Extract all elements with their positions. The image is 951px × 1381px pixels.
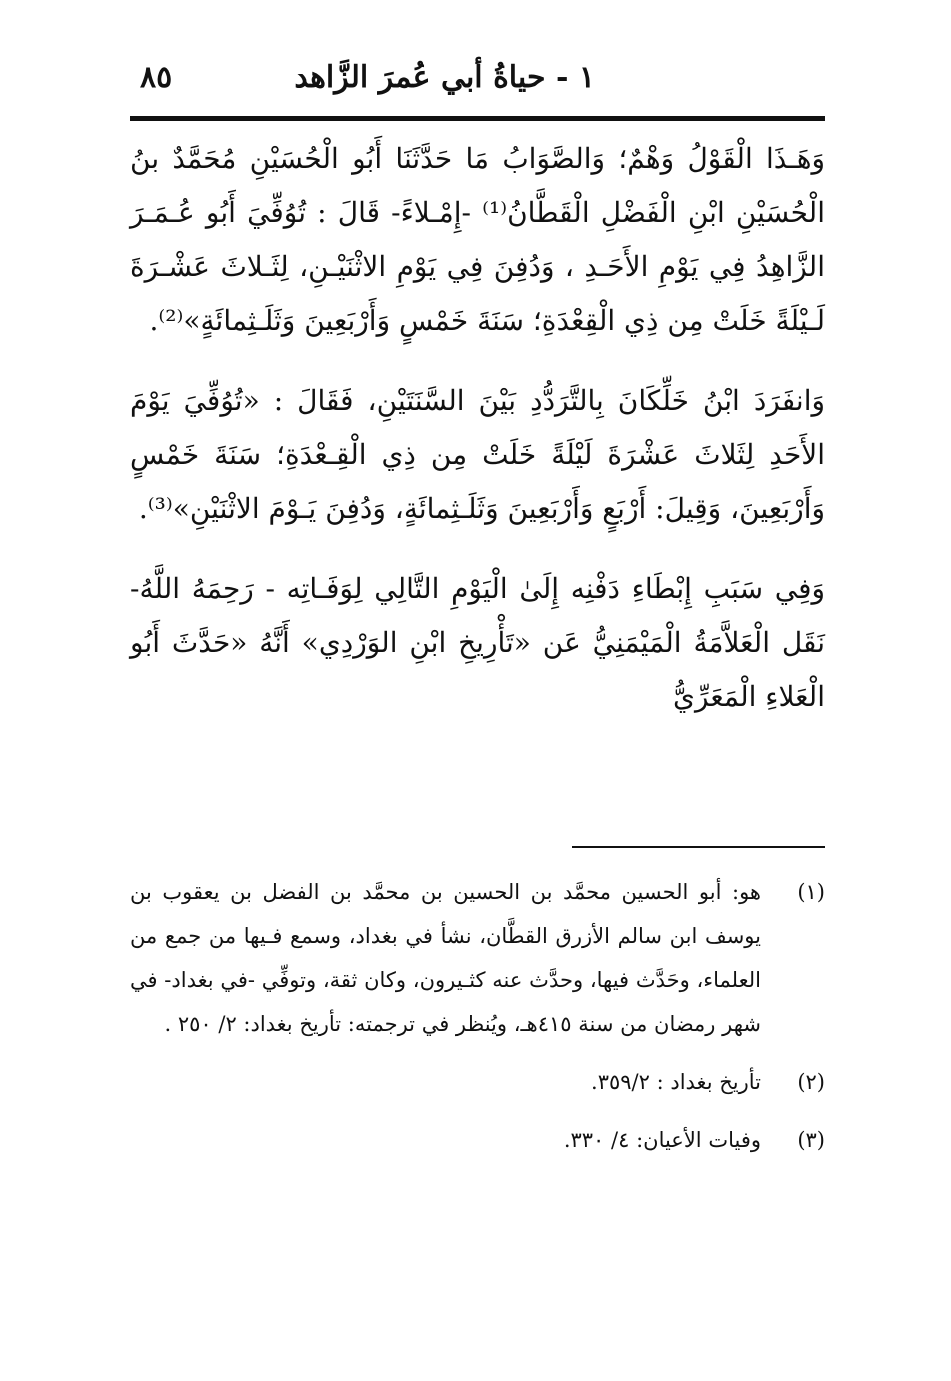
running-header — [130, 52, 825, 112]
paragraph-2: وَانفَرَدَ ابْنُ خَلِّكَانَ بِالتَّرَدُّدِ بَيْنَ السَّنَتَيْنِ، فَقَالَ : «تُوُفِّيَ يَوْمَ الأَحَدِ لِثَلاثَ عَشْرَةَ لَيْلَةً خَلَتْ مِن ذِي الْقِـعْدَةِ؛ سَنَةَ خَمْسٍ وَأَرْبَعِينَ، وَقِيلَ: أَرْبَعٍ وَأَرْبَعِينَ وَثَلَـثِمائَةٍ، وَدُفِنَ يَـوْمَ الاثْنَيْنِ»⁽³⁾. — [130, 384, 825, 525]
footnote-number: (١) — [797, 880, 825, 904]
footnotes — [130, 870, 825, 1176]
footnote-text: وفيات الأعيان: ٤/ ٣٣٠. — [563, 1128, 761, 1152]
footnote-number: (٢) — [797, 1070, 825, 1094]
footnote-number: (٣) — [797, 1128, 825, 1152]
page-number: ٨٥ — [140, 60, 173, 95]
main-text — [130, 132, 825, 750]
paragraph-1: وَهَـذَا الْقَوْلُ وَهْمٌ؛ وَالصَّوَابُ مَا حَدَّثَنَا أَبُو الْحُسَيْنِ مُحَمَّدٌ بنُ الْحُسَيْنِ ابْنِ الْفَضْلِ الْقَطَّانُ⁽¹⁾ -إِمْـلاءً- قَالَ : تُوُفِّيَ أَبُو عُـمَـرَ الزَّاهِدُ فِي يَوْمِ الأَحَـدِ ، وَدُفِنَ فِي يَوْمِ الاثْنَيْـنِ، لِثَـلاثَ عَشْـرَةَ لَـيْلَةً خَلَتْ مِن ذِي الْقِعْدَةِ؛ سَنَةَ خَمْسٍ وَأَرْبَعِينَ وَثَلَـثِمائَةٍ»⁽²⁾. — [130, 142, 825, 337]
footnote-1 — [130, 870, 825, 1046]
footnote-3 — [130, 1118, 825, 1162]
footnote-text: تأريخ بغداد : ٣٥٩/٢. — [591, 1070, 761, 1094]
header-divider — [130, 116, 825, 121]
footnote-divider — [572, 846, 825, 848]
paragraph-3: وَفِي سَبَبِ إِبْطَاءِ دَفْنِه إِلَىٰ الْيَوْمِ التَّالِي لِوَفَـاتِه - رَحِمَهُ اللَّهُ- نَقَل الْعَلاَّمَةُ الْمَيْمَنِيُّ عَن «تَأْرِيخِ ابْنِ الوَرْدِي» أَنَّهُ «حَدَّثَ أَبُو الْعَلاءِ الْمَعَرِّيُّ — [130, 572, 825, 713]
footnote-text: هو: أبو الحسين محمَّد بن الحسين بن محمَّد بن الفضل بن يعقوب بن يوسف ابن سالم الأزرق القطَّان، نشأ في بغداد، وسمع فـيها من جمع من العلماء، وحَدَّث فيها، وحدَّث عنه كثـيرون، وكان ثقة، وتوفِّي -في بغداد- في شهر رمضان من سنة ٤١٥هـ، ويُنظر في ترجمته: تأريخ بغداد: ٢/ ٢٥٠ . — [130, 880, 761, 1036]
footnote-2 — [130, 1060, 825, 1104]
chapter-title: ١ - حياةُ أبي عُمرَ الزَّاهد — [294, 60, 595, 95]
